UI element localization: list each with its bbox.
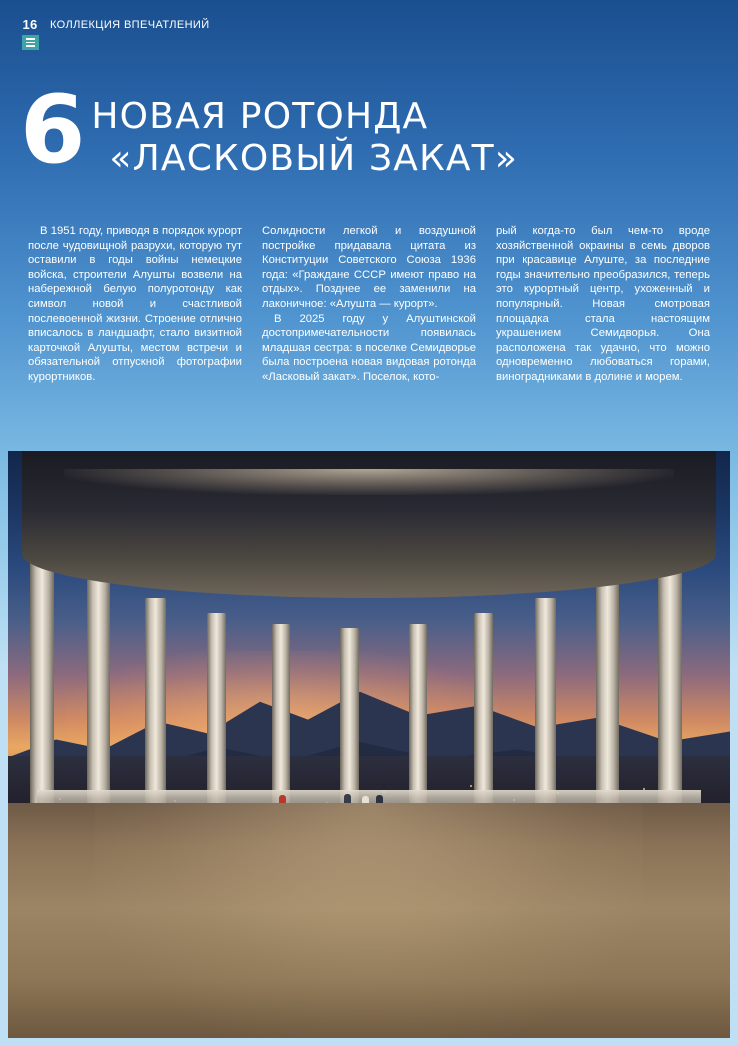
paragraph: рый когда-то был чем-то вроде хозяйственной окраины в семь дворов при красавице Алуште, за последние годы значительно преобразился, теперь это курортный центр, ухоженный и популярный. Новая смотровая площадка стала настоящим украшением Семидворья. Она расположена так удачно, что можно одновременно любоваться горами, виноградниками в долине и морем. [496,225,710,383]
article-photo [8,451,730,1038]
title-line-1: НОВАЯ РОТОНДА [91,96,429,137]
column-1 [28,224,242,385]
photo-rotunda-canopy [22,451,715,598]
title-line-2: «ЛАСКОВЫЙ ЗАКАТ» [109,138,519,179]
paragraph: В 2025 году у Алуштинской достопримечательности появилась младшая сестра: в поселке Семидворье была построена новая видовая ротонда «Ласковый закат». Поселок, кото- [262,312,476,383]
article-columns [28,224,710,385]
title-lines [91,96,518,180]
column-3 [496,224,710,385]
paragraph: В 1951 году, приводя в порядок курорт после чудовищной разрухи, которую тут оставили в годы войны немецкие войска, строители Алушты возвели на набережной белую полуротонду как символ новой и счастливой послевоенной жизни. Строение отлично вписалось в ландшафт, стало визитной карточкой Алушты, местом встречи и обязательной отпускной фотографии курортников. [28,225,242,383]
article-number: 6 [20,76,84,185]
section-label: КОЛЛЕКЦИЯ ВПЕЧАТЛЕНИЙ [50,19,210,31]
page-number: 16 [22,17,38,32]
photo-terrace-floor [8,803,730,1038]
photo-canopy-lighting [64,469,674,495]
paragraph: Солидности легкой и воздушной постройке придавала цитата из Конституции Советского Союза 1936 года: «Граждане СССР имеют право на отдых». Позднее ее заменили на лаконичное: «Алушта — курорт». [262,225,476,310]
page-header [20,18,210,50]
folio-block [20,18,40,50]
article-title [20,76,710,185]
column-2 [262,224,476,385]
three-bars-icon [22,35,39,50]
photo-floor-reflection [95,803,644,1038]
